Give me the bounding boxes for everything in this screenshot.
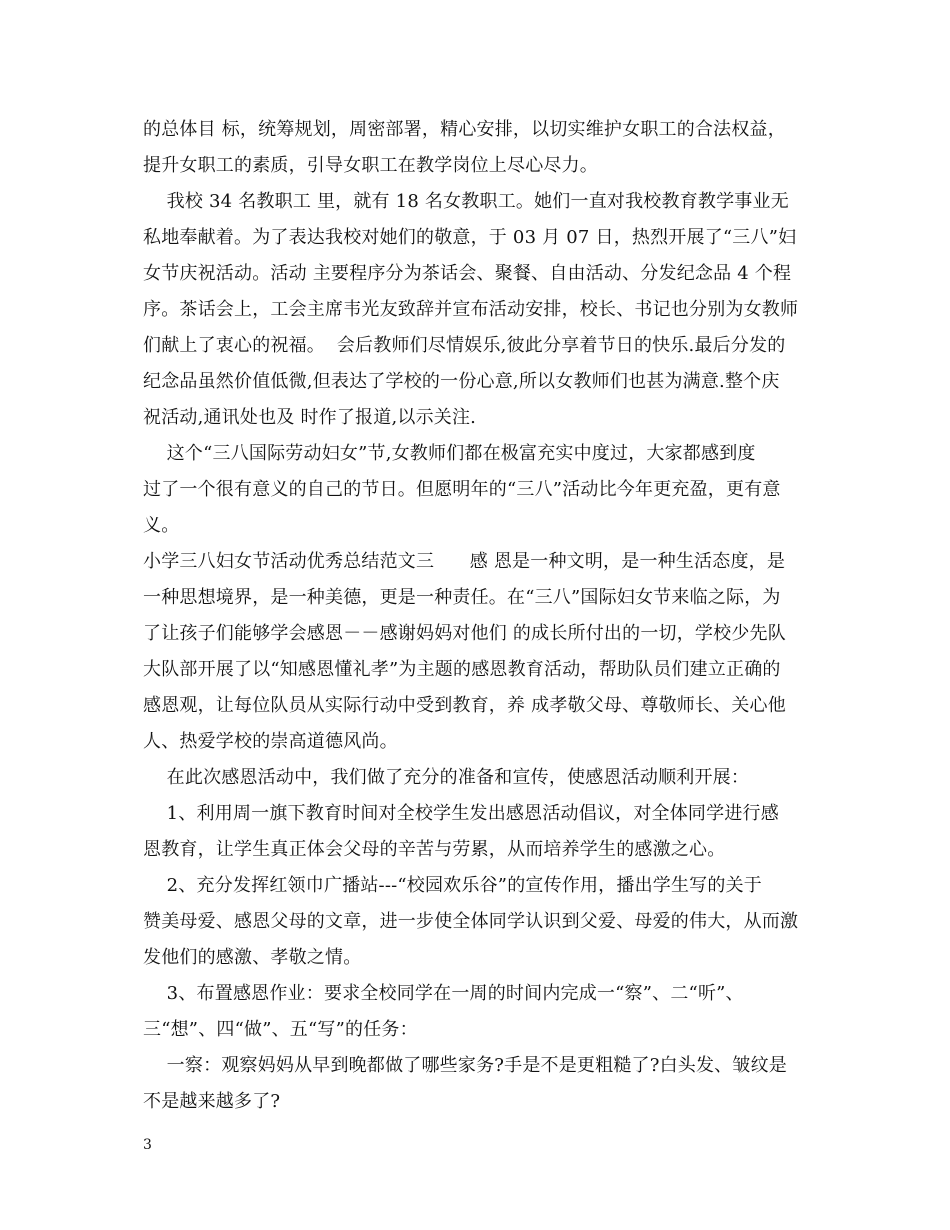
text-line: 三“想”、四“做”、五“写”的任务： (143, 1019, 418, 1040)
text-line: 发他们的感激、孝敬之情。 (143, 947, 362, 968)
text-line: 赞美母爱、感恩父母的文章，进一步使全体同学认识到父爱、母爱的伟大，从而激 (143, 911, 799, 932)
text-line: 2、充分发挥红领巾广播站---“校园欢乐谷”的宣传作用，播出学生写的关于 (143, 875, 762, 896)
text-line: 1、利用周一旗下教育时间对全校学生发出感恩活动倡议，对全体同学进行感 (143, 803, 779, 824)
text-line: 序。茶话会上，工会主席韦光友致辞并宣布活动安排，校长、书记也分别为女教师 (143, 299, 799, 320)
text-line: 一种思想境界，是一种美德，更是一种责任。在“三八”国际妇女节来临之际，为 (143, 587, 781, 608)
text-line: 提升女职工的素质，引导女职工在教学岗位上尽心尽力。 (143, 155, 598, 176)
text-line: 的总体目 标，统筹规划，周密部署，精心安排，以切实维护女职工的合法权益， (143, 119, 786, 140)
text-line: 这个“三八国际劳动妇女”节,女教师们都在极富充实中度过，大家都感到度 (143, 443, 756, 464)
document-body (143, 112, 813, 1120)
text-line: 感恩观，让每位队员从实际行动中受到教育，养 成孝敬父母、尊敬师长、关心他 (143, 695, 786, 716)
text-line: 过了一个很有意义的自己的节日。但愿明年的“三八”活动比今年更充盈，更有意 (143, 479, 781, 500)
text-line: 一察：观察妈妈从早到晚都做了哪些家务?手是不是更粗糙了?白头发、皱纹是 (143, 1055, 787, 1076)
text-line: 们献上了衷心的祝福。 会后教师们尽情娱乐,彼此分享着节日的快乐.最后分发的 (143, 335, 786, 356)
section-heading-line: 小学三八妇女节活动优秀总结范文三 感 恩是一种文明，是一种生活态度，是 (143, 551, 786, 572)
text-line: 大队部开展了以“知感恩懂礼孝”为主题的感恩教育活动，帮助队员们建立正确的 (143, 659, 781, 680)
text-line: 祝活动,通讯处也及 时作了报道,以示关注. (143, 407, 477, 428)
text-line: 人、热爱学校的崇高道德风尚。 (143, 731, 398, 752)
text-line: 纪念品虽然价值低微,但表达了学校的一份心意,所以女教师们也甚为满意.整个庆 (143, 371, 780, 392)
text-line: 在此次感恩活动中，我们做了充分的准备和宣传，使感恩活动顺利开展： (143, 767, 750, 788)
text-line: 私地奉献着。为了表达我校对她们的敬意，于 03 月 07 日，热烈开展了“三八”妇 (143, 227, 797, 248)
text-line: 义。 (143, 515, 180, 536)
text-line: 恩教育，让学生真正体会父母的辛苦与劳累，从而培养学生的感激之心。 (143, 839, 726, 860)
text-line: 女节庆祝活动。活动 主要程序分为茶话会、聚餐、自由活动、分发纪念品 4 个程 (143, 263, 792, 284)
text-line: 不是越来越多了? (143, 1091, 281, 1112)
text-line: 3、布置感恩作业：要求全校同学在一周的时间内完成一“察”、二“听”、 (143, 983, 744, 1004)
text-line: 我校 34 名教职工 里，就有 18 名女教职工。她们一直对我校教育教学事业无 (143, 191, 789, 212)
text-line: 了让孩子们能够学会感恩－－感谢妈妈对他们 的成长所付出的一切，学校少先队 (143, 623, 786, 644)
page-number: 3 (143, 1137, 152, 1153)
